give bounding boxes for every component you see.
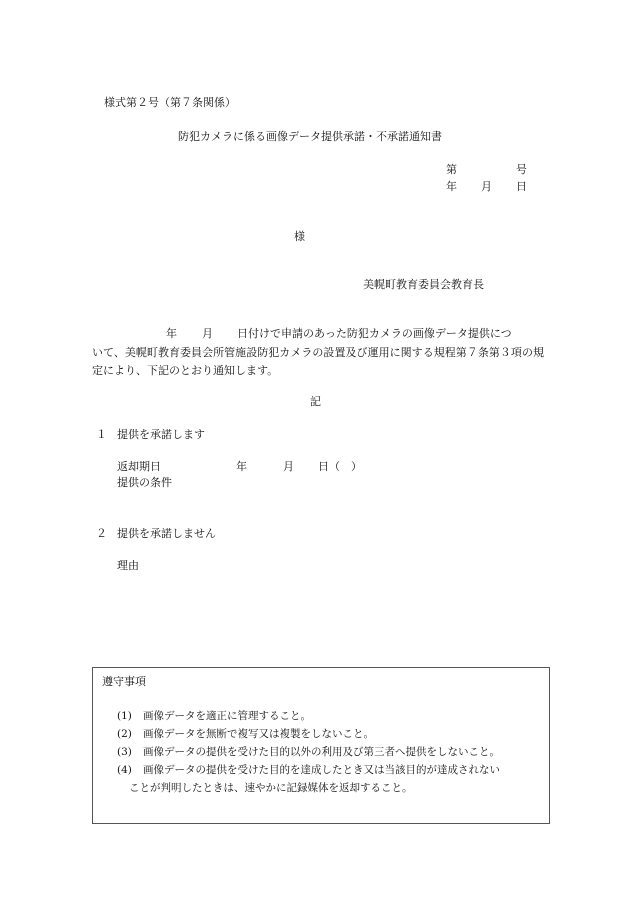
body-text-line1: 日付けで申請のあった防犯カメラの画像データ提供につ xyxy=(237,327,512,340)
body-month: 月 xyxy=(202,327,213,340)
conditions-label: 提供の条件 xyxy=(117,476,172,489)
doc-number-suffix: 号 xyxy=(516,163,527,176)
body-year: 年 xyxy=(166,327,177,340)
addressee-suffix: 様 xyxy=(294,230,305,243)
section1-number: １ xyxy=(96,428,107,441)
issuer: 美幌町教育委員会教育長 xyxy=(363,278,484,291)
notice-item-text: 画像データを適正に管理すること。 xyxy=(143,710,311,722)
notice-box xyxy=(92,667,550,824)
section2-heading: 提供を承諾しません xyxy=(117,527,216,540)
notice-item-num: (2) xyxy=(117,728,132,740)
notice-item-continuation: ことが判明したときは、速やかに記録媒体を返却すること。 xyxy=(129,782,413,794)
return-day: 日（ ） xyxy=(318,460,362,473)
section1-heading: 提供を承諾します xyxy=(117,428,205,441)
notice-item-num: (3) xyxy=(117,746,132,758)
notice-item-num: (4) xyxy=(117,764,132,776)
body-text: いて、美幌町教育委員会所管施設防犯カメラの設置及び運用に関する規程第７条第３項の規定により、下記のとおり通知します。 xyxy=(92,346,544,377)
return-year: 年 xyxy=(236,460,247,473)
date-day: 日 xyxy=(516,180,527,193)
return-date-label: 返却期日 xyxy=(117,460,161,473)
notice-item-text: 画像データの提供を受けた目的以外の利用及び第三者へ提供をしないこと。 xyxy=(143,746,500,758)
date-month: 月 xyxy=(481,180,492,193)
notice-title: 遵守事項 xyxy=(102,675,146,688)
document-title: 防犯カメラに係る画像データ提供承諾・不承諾通知書 xyxy=(178,130,442,143)
form-number: 様式第２号（第７条関係） xyxy=(104,96,236,109)
date-year: 年 xyxy=(446,180,457,193)
notice-item-num: (1) xyxy=(117,710,132,722)
return-month: 月 xyxy=(283,460,294,473)
section2-number: ２ xyxy=(96,527,107,540)
notice-item-text: 画像データの提供を受けた目的を達成したとき又は当該目的が達成されない xyxy=(143,764,500,776)
reason-label: 理由 xyxy=(117,559,139,572)
doc-number-prefix: 第 xyxy=(446,163,457,176)
ki-heading: 記 xyxy=(310,395,321,408)
notice-item-text: 画像データを無断で複写又は複製をしないこと。 xyxy=(143,728,374,740)
